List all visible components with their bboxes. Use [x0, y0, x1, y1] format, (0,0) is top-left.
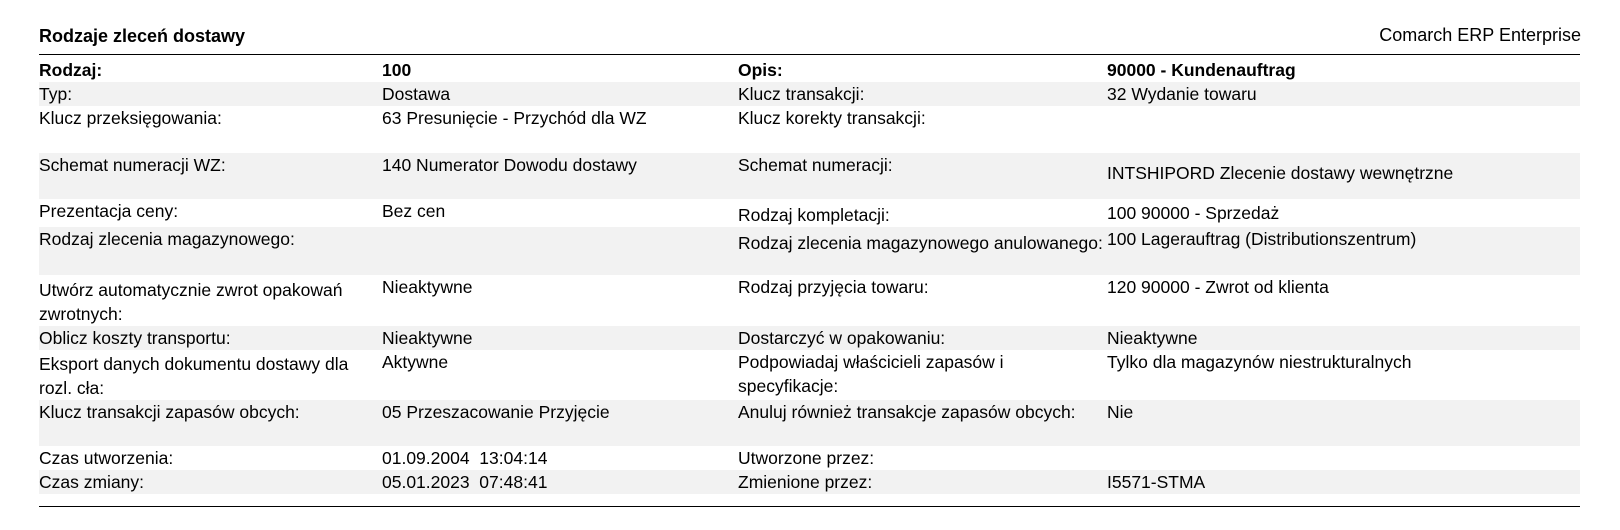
field-label: Typ: [39, 82, 382, 106]
table-row [39, 199, 1580, 227]
field-value: 100 Lagerauftrag (Distributionszentrum) [1107, 227, 1580, 275]
field-label: Czas utworzenia: [39, 448, 174, 468]
field-value: Dostawa [382, 82, 738, 106]
table-row [39, 106, 1580, 153]
field-label: Eksport danych dokumentu dostawy dla rozl. cła: [39, 354, 349, 398]
field-label: Oblicz koszty transportu: [39, 326, 382, 350]
field-label: Utworzone przez: [738, 448, 875, 468]
field-value: Nieaktywne [382, 326, 738, 350]
field-label: Rodzaj przyjęcia towaru: [738, 277, 929, 297]
field-value: Tylko dla magazynów niestrukturalnych [1107, 352, 1412, 372]
table-row [39, 400, 1580, 446]
field-label: Rodzaj zlecenia magazynowego anulowanego: [738, 227, 1107, 275]
field-value: 63 Presunięcie - Przychód dla WZ [382, 108, 647, 128]
table-row [39, 227, 1580, 275]
field-value: 100 [382, 60, 412, 80]
field-label: Prezentacja ceny: [39, 201, 179, 221]
field-value: Nie [1107, 400, 1580, 446]
field-value: 05.01.2023 07:48:41 [382, 470, 738, 494]
field-label: Klucz korekty transakcji: [738, 108, 926, 128]
field-value: INTSHIPORD Zlecenie dostawy wewnętrzne [1107, 153, 1580, 199]
field-value: 120 90000 - Zwrot od klienta [1107, 277, 1329, 297]
table-row [39, 350, 1580, 400]
field-value: 32 Wydanie towaru [1107, 82, 1580, 106]
field-label: Klucz transakcji: [738, 82, 1107, 106]
field-value: 05 Przeszacowanie Przyjęcie [382, 400, 738, 446]
header-divider [39, 54, 1580, 55]
field-value: Nieaktywne [1107, 326, 1580, 350]
table-row [39, 446, 1580, 470]
field-value [382, 227, 738, 275]
field-label: Schemat numeracji: [738, 153, 1107, 199]
field-label: Klucz transakcji zapasów obcych: [39, 400, 382, 446]
field-label: Klucz przeksięgowania: [39, 108, 222, 128]
table-row [39, 470, 1580, 494]
field-label: Rodzaj zlecenia magazynowego: [39, 227, 382, 275]
table-row [39, 275, 1580, 326]
table-row [39, 326, 1580, 350]
field-label: Schemat numeracji WZ: [39, 153, 382, 199]
field-label: Dostarczyć w opakowaniu: [738, 326, 1107, 350]
field-label: Anuluj również transakcje zapasów obcych: [738, 400, 1107, 446]
field-value: 100 90000 - Sprzedaż [1107, 203, 1280, 223]
field-label: Rodzaj: [39, 60, 103, 80]
field-label: Podpowiadaj właścicieli zapasów i specyfikacje: [738, 352, 1004, 396]
field-label: Czas zmiany: [39, 470, 382, 494]
field-label: Opis: [738, 60, 783, 80]
field-label: Zmienione przez: [738, 470, 1107, 494]
field-label: Utwórz automatycznie zwrot opakowań zwrotnych: [39, 280, 343, 324]
field-value: 140 Numerator Dowodu dostawy [382, 153, 738, 199]
report-title: Rodzaje zleceń dostawy [39, 26, 246, 46]
field-label: Rodzaj kompletacji: [738, 205, 890, 225]
table-row [39, 153, 1580, 199]
table-row [39, 58, 1580, 82]
brand-label: Comarch ERP Enterprise [1379, 25, 1581, 45]
field-value: Nieaktywne [382, 277, 473, 297]
footer-divider [39, 506, 1580, 507]
field-value: I5571-STMA [1107, 470, 1580, 494]
table-row [39, 82, 1580, 106]
field-value [1107, 446, 1580, 470]
field-value: Bez cen [382, 201, 446, 221]
field-value: 90000 - Kundenauftrag [1107, 60, 1296, 80]
field-value: 01.09.2004 13:04:14 [382, 448, 548, 468]
details-table [39, 58, 1580, 494]
field-value: Aktywne [382, 352, 449, 372]
field-value [1107, 106, 1580, 153]
